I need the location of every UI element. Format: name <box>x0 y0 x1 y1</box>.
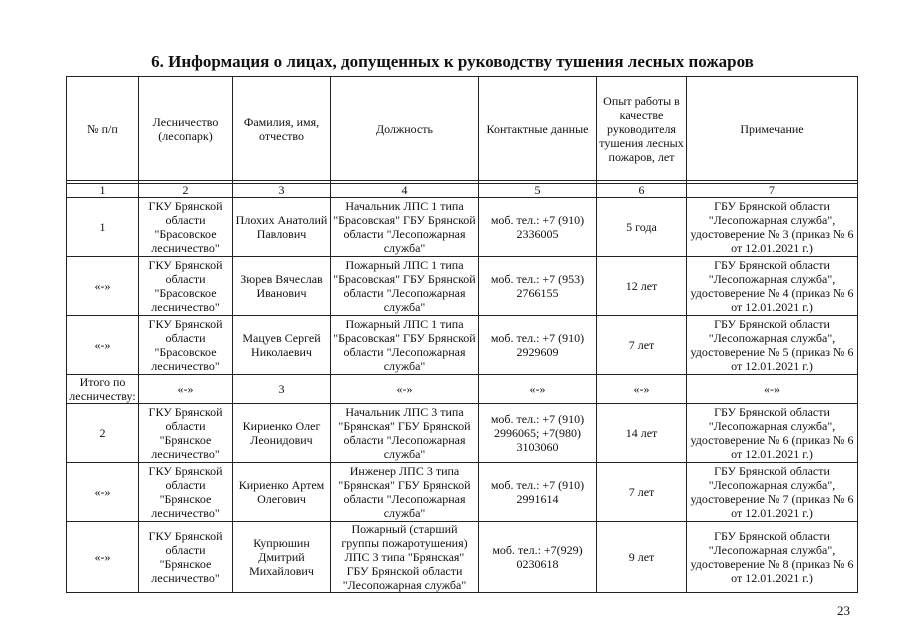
forestry-cell: ГКУ Брянской области "Брасовское лесничество" <box>139 198 233 257</box>
subtotal-cell: «-» <box>597 375 687 404</box>
row-number: «-» <box>67 522 139 593</box>
subtotal-cell: «-» <box>139 375 233 404</box>
column-number: 3 <box>233 184 331 198</box>
position-cell: Инженер ЛПС 3 типа "Брянская" ГБУ Брянской области "Лесопожарная служба" <box>331 463 479 522</box>
full-name-cell: Кириенко Олег Леонидович <box>233 404 331 463</box>
position-cell: Пожарный (старший группы пожаротушения) ЛПС 3 типа "Брянская" ГБУ Брянской области "Лесопожарная служба" <box>331 522 479 593</box>
header-full-name: Фамилия, имя, отчество <box>233 77 331 181</box>
full-name-cell: Кириенко Артем Олегович <box>233 463 331 522</box>
contacts-cell: моб. тел.: +7 (910) 2991614 <box>479 463 597 522</box>
page-title: 6. Информация о лицах, допущенных к руководству тушения лесных пожаров <box>151 52 754 71</box>
experience-cell: 5 года <box>597 198 687 257</box>
full-name-cell: Зюрев Вячеслав Иванович <box>233 257 331 316</box>
table-row <box>67 463 858 522</box>
note-cell: ГБУ Брянской области "Лесопожарная служба", удостоверение № 3 (приказ № 6 от 12.01.2021 г.) <box>687 198 858 257</box>
row-number: «-» <box>67 316 139 375</box>
experience-cell: 7 лет <box>597 463 687 522</box>
header-forestry: Лесничество (лесопарк) <box>139 77 233 181</box>
persons-table <box>66 76 858 593</box>
contacts-cell: моб. тел.: +7 (910) 2336005 <box>479 198 597 257</box>
column-number: 1 <box>67 184 139 198</box>
experience-cell: 9 лет <box>597 522 687 593</box>
table-row <box>67 257 858 316</box>
note-cell: ГБУ Брянской области "Лесопожарная служба", удостоверение № 5 (приказ № 6 от 12.01.2021 г.) <box>687 316 858 375</box>
experience-cell: 7 лет <box>597 316 687 375</box>
position-cell: Начальник ЛПС 3 типа "Брянская" ГБУ Брянской области "Лесопожарная служба" <box>331 404 479 463</box>
column-number: 2 <box>139 184 233 198</box>
table-row <box>67 198 858 257</box>
forestry-cell: ГКУ Брянской области "Брянское лесничество" <box>139 463 233 522</box>
header-experience: Опыт работы в качестве руководителя тушения лесных пожаров, лет <box>597 77 687 181</box>
experience-cell: 14 лет <box>597 404 687 463</box>
full-name-cell: Мацуев Сергей Николаевич <box>233 316 331 375</box>
contacts-cell: моб. тел.: +7 (910) 2929609 <box>479 316 597 375</box>
column-number: 4 <box>331 184 479 198</box>
column-number: 7 <box>687 184 858 198</box>
column-number: 5 <box>479 184 597 198</box>
note-cell: ГБУ Брянской области "Лесопожарная служба", удостоверение № 8 (приказ № 6 от 12.01.2021 г.) <box>687 522 858 593</box>
table-row <box>67 522 858 593</box>
forestry-cell: ГКУ Брянской области "Брянское лесничество" <box>139 522 233 593</box>
row-number: «-» <box>67 463 139 522</box>
note-cell: ГБУ Брянской области "Лесопожарная служба", удостоверение № 4 (приказ № 6 от 12.01.2021 г.) <box>687 257 858 316</box>
column-numbers-row <box>67 184 858 198</box>
table-row <box>67 404 858 463</box>
forestry-cell: ГКУ Брянской области "Брасовское лесничество" <box>139 316 233 375</box>
row-number: 2 <box>67 404 139 463</box>
full-name-cell: Купрюшин Дмитрий Михайлович <box>233 522 331 593</box>
forestry-cell: ГКУ Брянской области "Брянское лесничество" <box>139 404 233 463</box>
contacts-cell: моб. тел.: +7 (910) 2996065; +7(980) 3103060 <box>479 404 597 463</box>
page-number: 23 <box>837 603 850 618</box>
note-cell: ГБУ Брянской области "Лесопожарная служба", удостоверение № 7 (приказ № 6 от 12.01.2021 г.) <box>687 463 858 522</box>
table-row <box>67 316 858 375</box>
header-position: Должность <box>331 77 479 181</box>
header-number: № п/п <box>67 77 139 181</box>
header-note: Примечание <box>687 77 858 181</box>
forestry-cell: ГКУ Брянской области "Брасовское лесничество" <box>139 257 233 316</box>
subtotal-row <box>67 375 858 404</box>
header-row <box>67 77 858 181</box>
position-cell: Пожарный ЛПС 1 типа "Брасовская" ГБУ Брянской области "Лесопожарная служба" <box>331 316 479 375</box>
position-cell: Пожарный ЛПС 1 типа "Брасовская" ГБУ Брянской области "Лесопожарная служба" <box>331 257 479 316</box>
row-number: 1 <box>67 198 139 257</box>
column-number: 6 <box>597 184 687 198</box>
subtotal-cell: «-» <box>479 375 597 404</box>
contacts-cell: моб. тел.: +7 (953) 2766155 <box>479 257 597 316</box>
subtotal-count: 3 <box>233 375 331 404</box>
header-contacts: Контактные данные <box>479 77 597 181</box>
row-number: «-» <box>67 257 139 316</box>
subtotal-cell: «-» <box>331 375 479 404</box>
subtotal-label: Итого по лесничеству: <box>67 375 139 404</box>
subtotal-cell: «-» <box>687 375 858 404</box>
note-cell: ГБУ Брянской области "Лесопожарная служба", удостоверение № 6 (приказ № 6 от 12.01.2021 г.) <box>687 404 858 463</box>
contacts-cell: моб. тел.: +7(929) 0230618 <box>479 522 597 593</box>
full-name-cell: Плохих Анатолий Павлович <box>233 198 331 257</box>
experience-cell: 12 лет <box>597 257 687 316</box>
position-cell: Начальник ЛПС 1 типа "Брасовская" ГБУ Брянской области "Лесопожарная служба" <box>331 198 479 257</box>
